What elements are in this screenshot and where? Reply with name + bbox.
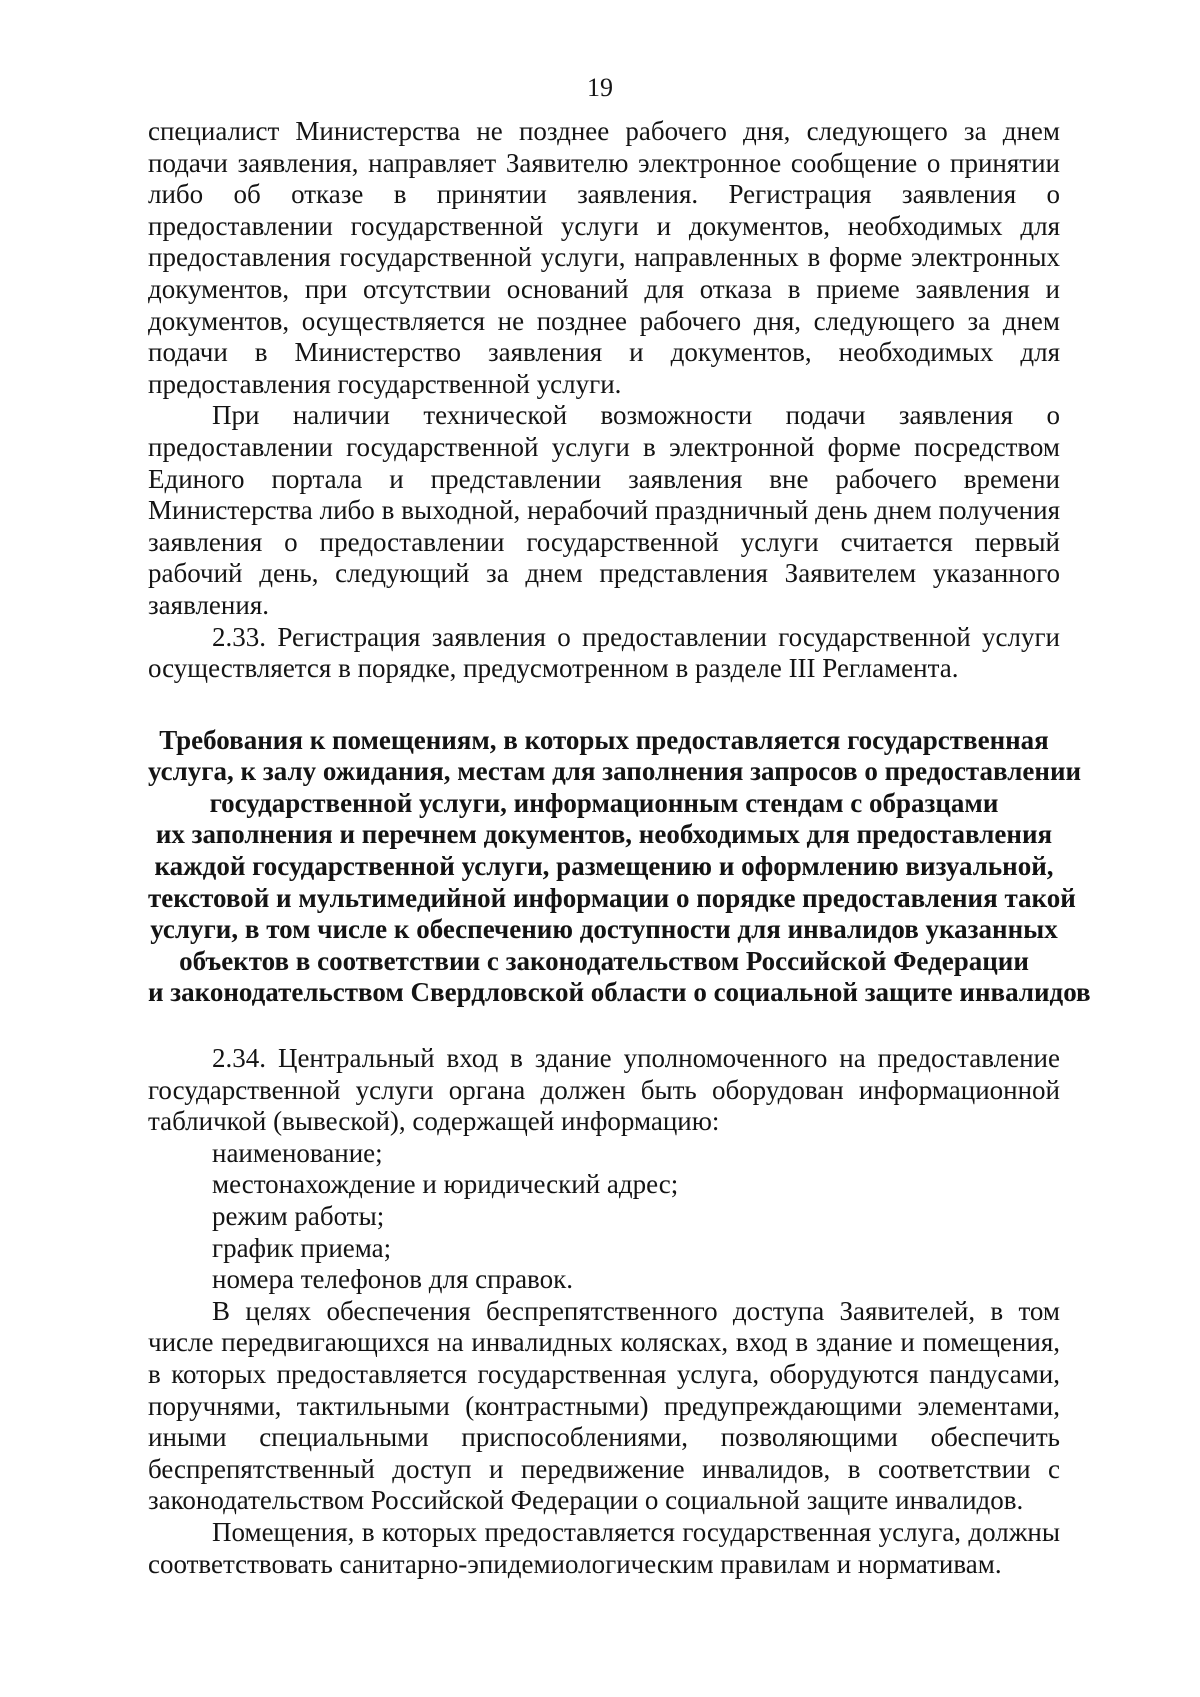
list-item: наименование;: [212, 1137, 383, 1168]
heading-line: текстовой и мультимедийной информации о порядке предоставления такой: [148, 882, 1076, 913]
heading-line: Требования к помещениям, в которых предоставляется государственная: [159, 724, 1049, 755]
paragraph-2-33: 2.33. Регистрация заявления о предоставлении государственной услуги осуществляется в порядке, предусмотренном в разделе III Регламента.: [148, 621, 1060, 684]
list-item: номера телефонов для справок.: [212, 1264, 573, 1295]
heading-line: и законодательством Свердловской области о социальной защите инвалидов: [148, 977, 1091, 1008]
paragraph-electronic-submission: При наличии технической возможности подачи заявления о предоставлении государственной услуги в электронной форме посредством Единого портала и представлении заявления вне рабочего времени Министерства либо в выходной, нерабочий праздничный день днем получения заявления о предоставлении государственной услуги считается первый рабочий день, следующий за днем представления Заявителем указанного заявления.: [148, 400, 1060, 620]
page-number: 19: [587, 73, 613, 102]
heading-line: услуга, к залу ожидания, местам для заполнения запросов о предоставлении: [148, 756, 1082, 787]
list-item: местонахождение и юридический адрес;: [212, 1169, 679, 1200]
heading-line: их заполнения и перечнем документов, необходимых для предоставления: [155, 819, 1053, 850]
paragraph-2-34: 2.34. Центральный вход в здание уполномоченного на предоставление государственной услуги органа должен быть оборудован информационной табличкой (вывеской), содержащей информацию:: [148, 1043, 1060, 1137]
paragraph-sanitary: Помещения, в которых предоставляется государственная услуга, должны соответствовать санитарно-эпидемиологическим правилам и нормативам.: [148, 1516, 1060, 1579]
paragraph-continuation: специалист Министерства не позднее рабочего дня, следующего за днем подачи заявления, направляет Заявителю электронное сообщение о принятии либо об отказе в принятии заявления. Регистрация заявления о предоставлении государственной услуги и документов, необходимых для предоставления государственной услуги, направленных в форме электронных документов, при отсутствии оснований для отказа в приеме заявления и документов, осуществляется не позднее рабочего дня, следующего за днем подачи в Министерство заявления и документов, необходимых для предоставления государственной услуги.: [148, 116, 1060, 399]
heading-line: каждой государственной услуги, размещению и оформлению визуальной,: [154, 851, 1054, 882]
list-item: режим работы;: [212, 1201, 385, 1231]
section-heading: [148, 724, 1091, 1009]
heading-line: объектов в соответствии с законодательством Российской Федерации: [179, 945, 1029, 976]
document-body: [148, 116, 1091, 1580]
heading-line: услуги, в том числе к обеспечению доступности для инвалидов указанных: [150, 914, 1058, 945]
sign-info-list: [148, 1138, 1060, 1296]
heading-line: государственной услуги, информационным стендам с образцами: [209, 787, 999, 818]
list-item: график приема;: [212, 1232, 392, 1263]
paragraph-accessibility: В целях обеспечения беспрепятственного доступа Заявителей, в том числе передвигающихся на инвалидных колясках, вход в здание и помещения, в которых предоставляется государственная услуга, оборудуются пандусами, поручнями, тактильными (контрастными) предупреждающими элементами, иными специальными приспособлениями, позволяющими обеспечить беспрепятственный доступ и передвижение инвалидов, в соответствии с законодательством Российской Федерации о социальной защите инвалидов.: [148, 1295, 1060, 1516]
